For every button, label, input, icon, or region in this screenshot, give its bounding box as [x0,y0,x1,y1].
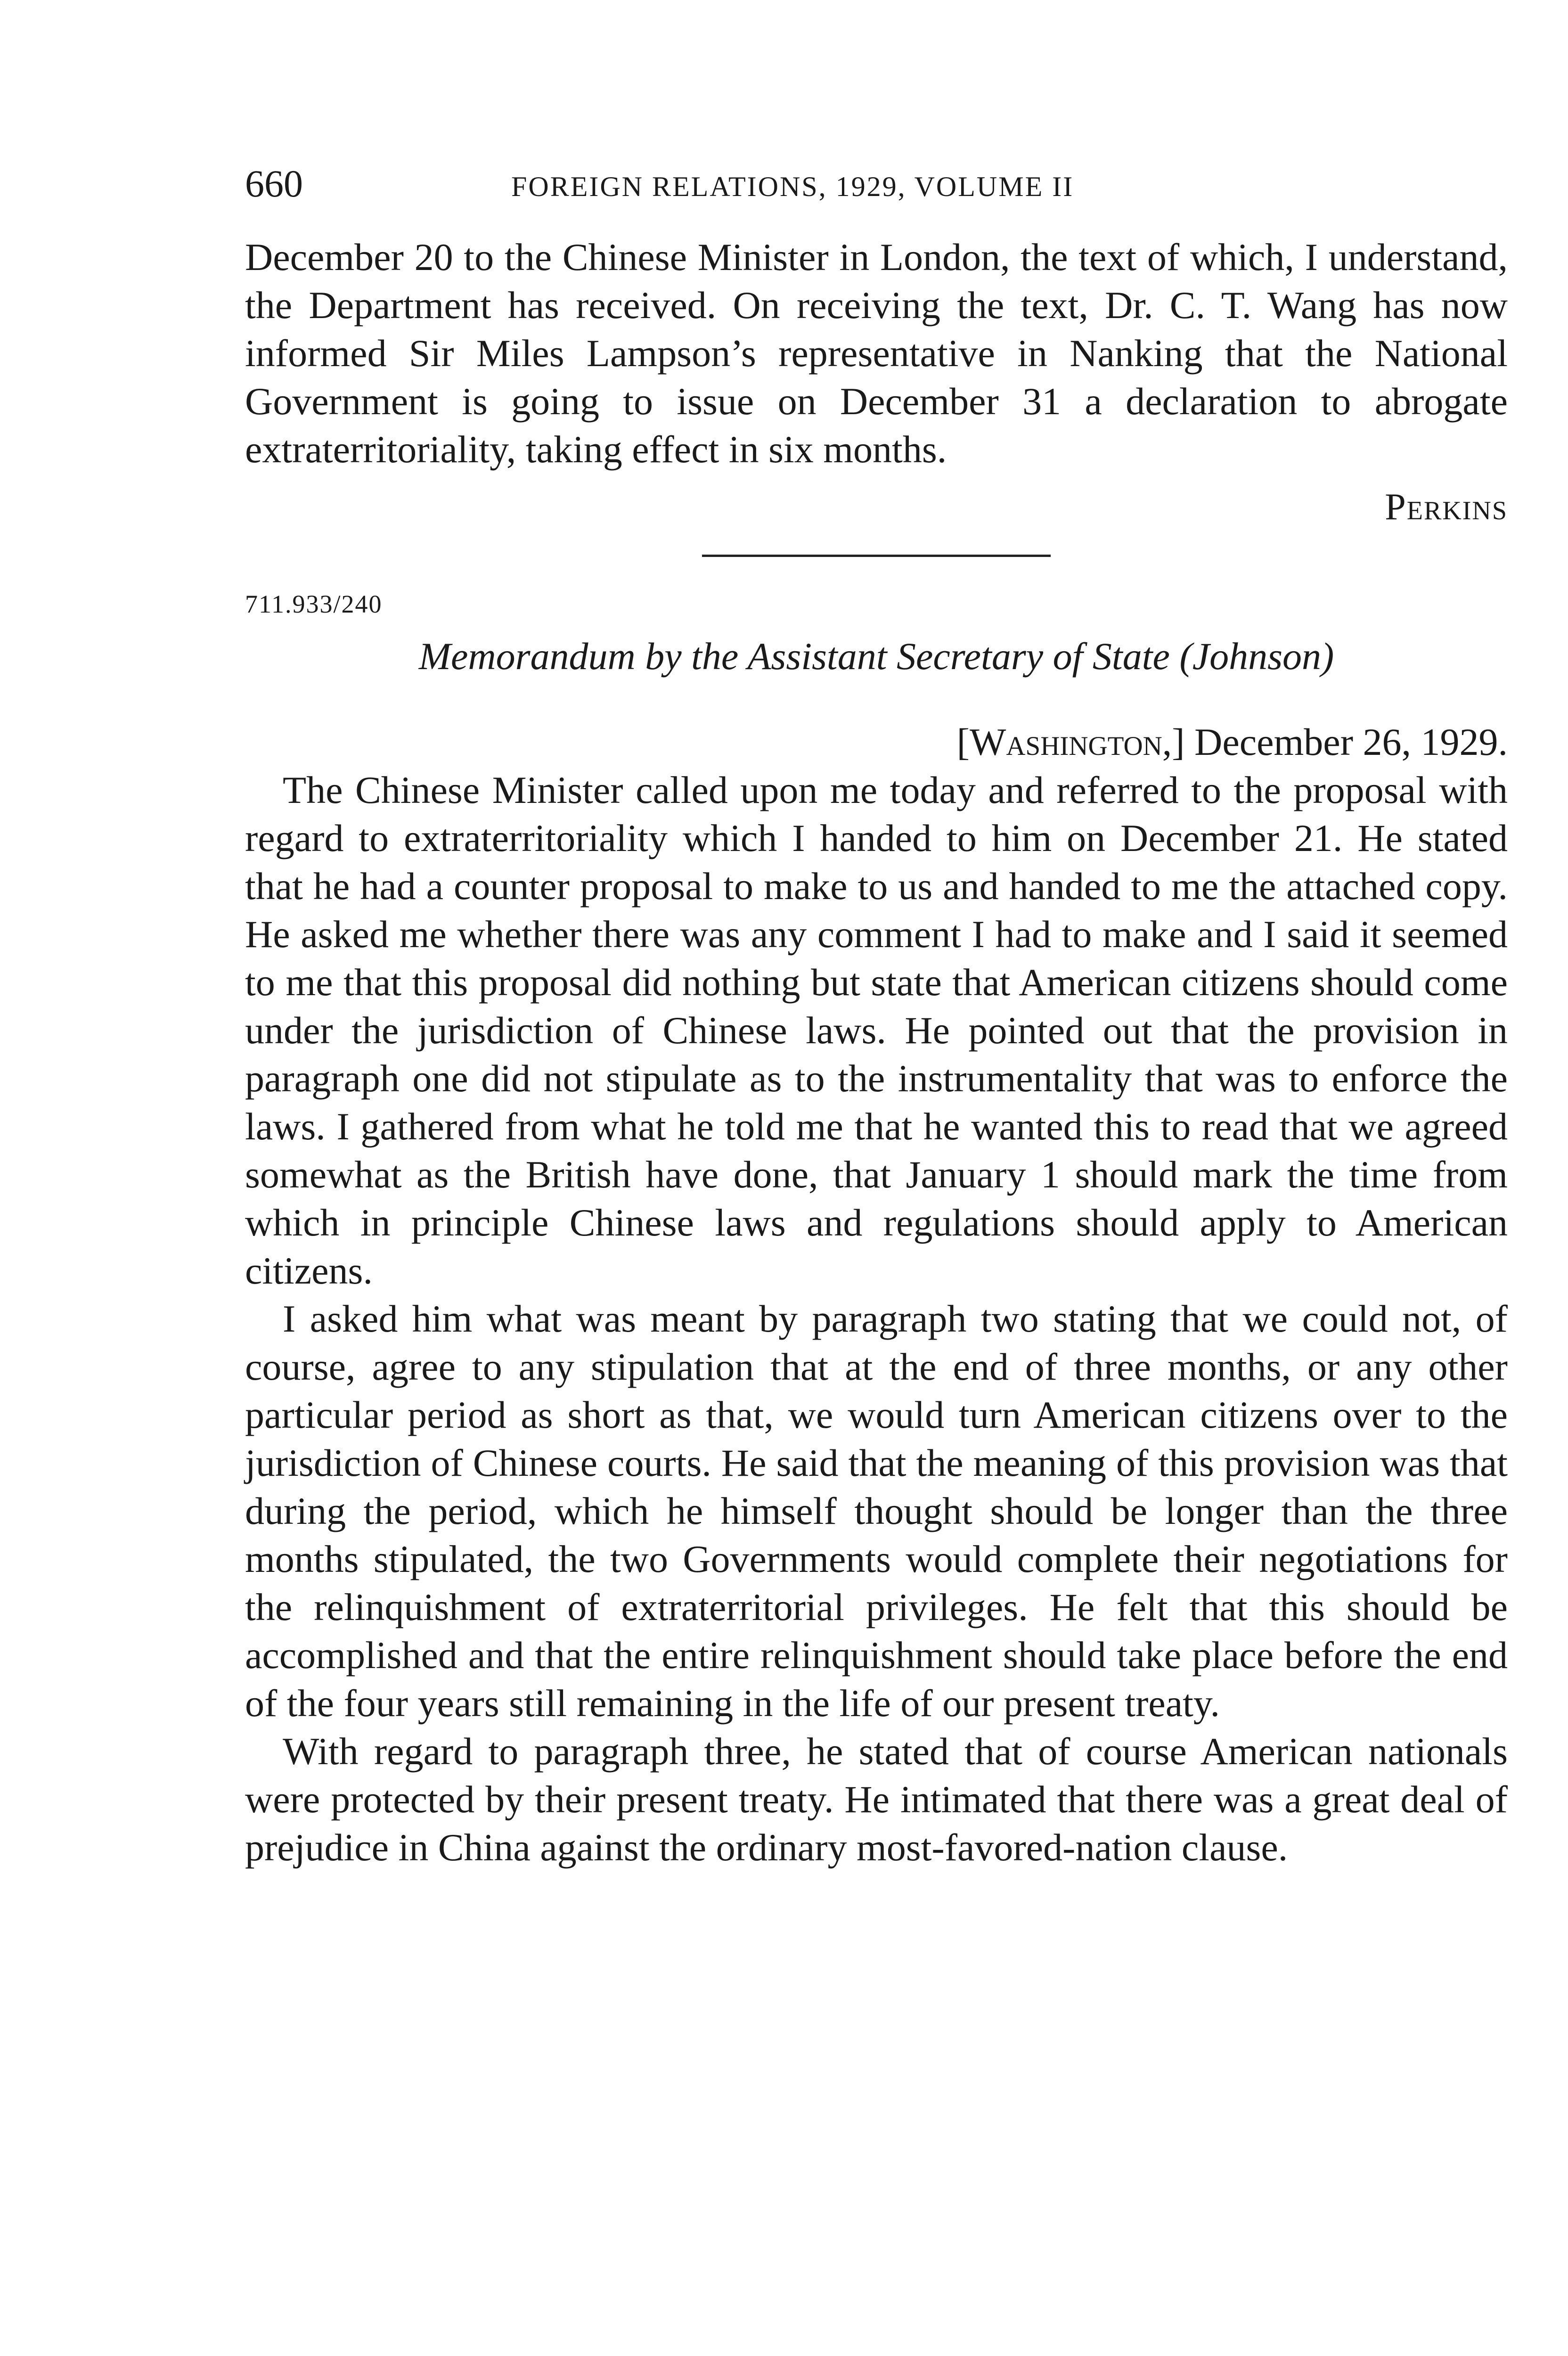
page-body [245,233,1508,1872]
memo-paragraph-1: The Chinese Minister called upon me today and referred to the proposal with regard to extraterritoriality which I handed to him on December 21. He stated that he had a counter proposal to make to us and handed to me the attached copy. He asked me whether there was any comment I had to make and I said it seemed to me that this proposal did nothing but state that American citizens should come under the jurisdiction of Chinese laws. He pointed out that the provision in paragraph one did not stipulate as to the instrumentality that was to enforce the laws. I gathered from what he told me that he wanted this to read that we agreed somewhat as the British have done, that January 1 should mark the time from which in principle Chinese laws and regulations should apply to American citizens. [245,769,1508,1292]
memo-paragraph-3: With regard to paragraph three, he stated that of course American nationals were protected by their present treaty. He intimated that there was a great deal of prejudice in China against the ordinary most-favored-nation clause. [245,1730,1508,1869]
dateline-date: December 26, 1929. [1194,720,1508,763]
signature: Perkins [1385,486,1508,528]
dateline-place: [Washington,] [956,720,1185,763]
document-title: Memorandum by the Assistant Secretary of State (Johnson) [418,635,1334,678]
page-header [245,155,1508,212]
dateline [245,718,1508,766]
file-number: 711.933/240 [245,590,383,618]
letter-closing-paragraph: December 20 to the Chinese Minister in London, the text of which, I understand, the Department has received. On receiving the text, Dr. C. T. Wang has now informed Sir Miles Lampson’s representative in Nanking that the National Government is going to issue on December 31 a declaration to abrogate extraterritoriality, taking effect in six months. [245,236,1508,471]
memo-paragraph-2: I asked him what was meant by paragraph two stating that we could not, of course, agree to any stipulation that at the end of three months, or any other particular period as short as that, we would turn American citizens over to the jurisdiction of Chinese courts. He said that the meaning of this provision was that during the period, which he himself thought should be longer than the three months stipulated, the two Governments would complete their negotiations for the relinquishment of extraterritorial privileges. He felt that this should be accomplished and that the entire relinquishment should take place before the end of the four years still remaining in the life of our present treaty. [245,1297,1508,1725]
section-divider [702,555,1051,557]
running-head: FOREIGN RELATIONS, 1929, VOLUME II [511,171,1074,202]
page-number: 660 [245,162,303,205]
